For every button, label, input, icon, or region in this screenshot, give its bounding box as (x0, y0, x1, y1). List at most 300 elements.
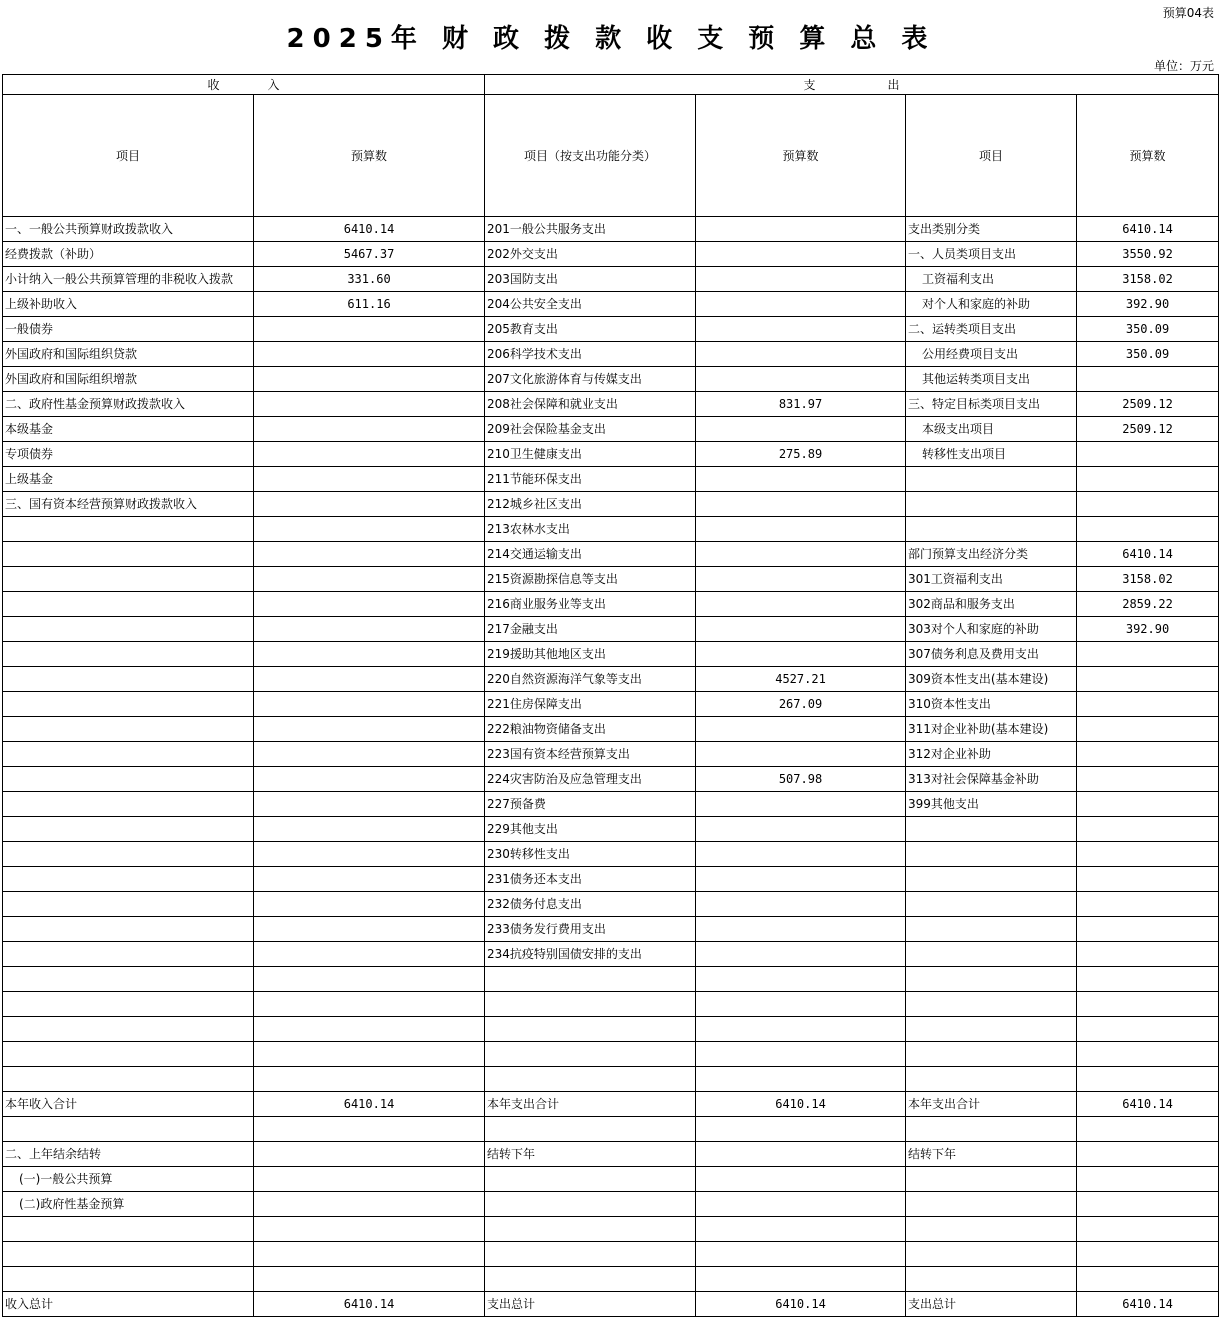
table-row (3, 442, 1219, 467)
income-budget-cell (254, 542, 485, 567)
category-item-cell (906, 517, 1077, 542)
function-item-cell (485, 1017, 696, 1042)
function-budget-cell (696, 917, 906, 942)
category-budget-cell: 6410.14 (1077, 542, 1219, 567)
income-budget-cell: 6410.14 (254, 1292, 485, 1317)
function-item-cell: 206科学技术支出 (485, 342, 696, 367)
table-row (3, 217, 1219, 242)
category-budget-cell: 6410.14 (1077, 217, 1219, 242)
table-row (3, 1242, 1219, 1267)
category-item-cell (906, 817, 1077, 842)
category-budget-cell: 392.90 (1077, 292, 1219, 317)
category-budget-cell (1077, 717, 1219, 742)
function-item-cell: 233债务发行费用支出 (485, 917, 696, 942)
category-item-cell: 302商品和服务支出 (906, 592, 1077, 617)
table-row (3, 1017, 1219, 1042)
income-budget-cell (254, 992, 485, 1017)
income-budget-cell (254, 1167, 485, 1192)
category-item-cell: 公用经费项目支出 (906, 342, 1077, 367)
table-row (3, 342, 1219, 367)
income-item-cell: 二、上年结余结转 (3, 1142, 254, 1167)
category-budget-cell: 392.90 (1077, 617, 1219, 642)
function-item-cell: 208社会保障和就业支出 (485, 392, 696, 417)
function-item-cell (485, 1267, 696, 1292)
category-item-cell (906, 992, 1077, 1017)
table-row (3, 1067, 1219, 1092)
table-row (3, 742, 1219, 767)
income-item-cell (3, 842, 254, 867)
header-income-budget: 预算数 (254, 95, 485, 217)
income-item-cell (3, 667, 254, 692)
function-budget-cell (696, 1067, 906, 1092)
unit-label: 单位：万元 (1153, 59, 1214, 73)
category-budget-cell (1077, 892, 1219, 917)
function-budget-cell (696, 842, 906, 867)
table-row (3, 767, 1219, 792)
function-item-cell: 221住房保障支出 (485, 692, 696, 717)
income-item-cell (3, 1117, 254, 1142)
table-row (3, 892, 1219, 917)
income-item-cell: 小计纳入一般公共预算管理的非税收入拨款 (3, 267, 254, 292)
income-band: 收 入 (3, 75, 485, 95)
income-budget-cell: 6410.14 (254, 1092, 485, 1117)
income-item-cell (3, 567, 254, 592)
category-budget-cell: 2509.12 (1077, 417, 1219, 442)
function-budget-cell (696, 417, 906, 442)
category-item-cell (906, 1067, 1077, 1092)
table-row (3, 842, 1219, 867)
category-item-cell: 二、运转类项目支出 (906, 317, 1077, 342)
category-budget-cell (1077, 1167, 1219, 1192)
function-item-cell: 231债务还本支出 (485, 867, 696, 892)
income-item-cell: (一)一般公共预算 (3, 1167, 254, 1192)
income-budget-cell (254, 767, 485, 792)
income-budget-cell (254, 692, 485, 717)
category-item-cell (906, 867, 1077, 892)
category-budget-cell: 350.09 (1077, 317, 1219, 342)
category-item-cell (906, 1042, 1077, 1067)
function-budget-cell (696, 1217, 906, 1242)
category-item-cell: 部门预算支出经济分类 (906, 542, 1077, 567)
function-item-cell (485, 1192, 696, 1217)
income-budget-cell (254, 467, 485, 492)
table-row (3, 1042, 1219, 1067)
function-budget-cell (696, 992, 906, 1017)
income-item-cell: 三、国有资本经营预算财政拨款收入 (3, 492, 254, 517)
category-budget-cell (1077, 492, 1219, 517)
income-budget-cell (254, 392, 485, 417)
income-budget-cell (254, 917, 485, 942)
function-budget-cell (696, 267, 906, 292)
function-item-cell: 202外交支出 (485, 242, 696, 267)
category-budget-cell (1077, 467, 1219, 492)
income-item-cell (3, 692, 254, 717)
function-budget-cell: 6410.14 (696, 1292, 906, 1317)
header-function-item: 项目（按支出功能分类） (485, 95, 696, 217)
category-item-cell (906, 1242, 1077, 1267)
income-item-cell (3, 642, 254, 667)
income-item-cell: 上级基金 (3, 467, 254, 492)
category-item-cell (906, 1217, 1077, 1242)
income-item-cell (3, 517, 254, 542)
category-budget-cell (1077, 1017, 1219, 1042)
function-budget-cell (696, 742, 906, 767)
category-item-cell (906, 942, 1077, 967)
table-row (3, 417, 1219, 442)
category-item-cell (906, 842, 1077, 867)
function-item-cell: 207文化旅游体育与传媒支出 (485, 367, 696, 392)
function-budget-cell (696, 792, 906, 817)
band-header-row (3, 75, 1219, 95)
income-budget-cell (254, 667, 485, 692)
function-budget-cell (696, 867, 906, 892)
table-row (3, 1267, 1219, 1292)
category-item-cell (906, 1167, 1077, 1192)
table-row (3, 517, 1219, 542)
table-row (3, 567, 1219, 592)
income-budget-cell (254, 1067, 485, 1092)
income-budget-cell (254, 592, 485, 617)
table-row (3, 392, 1219, 417)
table-row (3, 1292, 1219, 1317)
table-row (3, 1167, 1219, 1192)
table-row (3, 1192, 1219, 1217)
function-budget-cell (696, 592, 906, 617)
function-budget-cell: 831.97 (696, 392, 906, 417)
page-title: 2025年 财 政 拨 款 收 支 预 算 总 表 (286, 24, 936, 54)
table-row (3, 1117, 1219, 1142)
function-budget-cell (696, 617, 906, 642)
table-row (3, 942, 1219, 967)
category-budget-cell (1077, 767, 1219, 792)
function-budget-cell (696, 542, 906, 567)
income-item-cell: 本级基金 (3, 417, 254, 442)
table-row (3, 492, 1219, 517)
income-budget-cell (254, 1242, 485, 1267)
income-budget-cell (254, 1117, 485, 1142)
function-item-cell: 210卫生健康支出 (485, 442, 696, 467)
category-budget-cell (1077, 842, 1219, 867)
income-item-cell (3, 867, 254, 892)
income-budget-cell (254, 492, 485, 517)
table-row (3, 1217, 1219, 1242)
category-budget-cell (1077, 742, 1219, 767)
income-item-cell (3, 1017, 254, 1042)
category-budget-cell (1077, 1142, 1219, 1167)
function-budget-cell (696, 967, 906, 992)
income-budget-cell (254, 1217, 485, 1242)
income-item-cell (3, 592, 254, 617)
table-row (3, 717, 1219, 742)
function-item-cell (485, 1067, 696, 1092)
income-budget-cell (254, 1142, 485, 1167)
income-budget-cell (254, 517, 485, 542)
category-budget-cell (1077, 367, 1219, 392)
header-income-item: 项目 (3, 95, 254, 217)
income-item-cell (3, 817, 254, 842)
income-budget-cell (254, 1267, 485, 1292)
function-budget-cell (696, 1167, 906, 1192)
category-item-cell: 本级支出项目 (906, 417, 1077, 442)
category-item-cell: 301工资福利支出 (906, 567, 1077, 592)
function-item-cell: 220自然资源海洋气象等支出 (485, 667, 696, 692)
function-item-cell: 224灾害防治及应急管理支出 (485, 767, 696, 792)
function-item-cell: 230转移性支出 (485, 842, 696, 867)
category-item-cell: 其他运转类项目支出 (906, 367, 1077, 392)
income-item-cell (3, 917, 254, 942)
function-budget-cell (696, 292, 906, 317)
income-budget-cell (254, 1042, 485, 1067)
function-item-cell: 213农林水支出 (485, 517, 696, 542)
function-item-cell: 223国有资本经营预算支出 (485, 742, 696, 767)
category-item-cell: 本年支出合计 (906, 1092, 1077, 1117)
income-budget-cell: 331.60 (254, 267, 485, 292)
function-item-cell: 232债务付息支出 (485, 892, 696, 917)
income-item-cell (3, 1067, 254, 1092)
income-item-cell (3, 767, 254, 792)
function-item-cell: 215资源勘探信息等支出 (485, 567, 696, 592)
income-budget-cell (254, 367, 485, 392)
function-item-cell: 支出总计 (485, 1292, 696, 1317)
function-item-cell: 结转下年 (485, 1142, 696, 1167)
category-item-cell (906, 1017, 1077, 1042)
category-item-cell (906, 1117, 1077, 1142)
column-header-row (3, 95, 1219, 217)
category-item-cell: 303对个人和家庭的补助 (906, 617, 1077, 642)
function-item-cell: 217金融支出 (485, 617, 696, 642)
category-budget-cell (1077, 942, 1219, 967)
function-item-cell (485, 967, 696, 992)
function-item-cell: 203国防支出 (485, 267, 696, 292)
function-item-cell (485, 1167, 696, 1192)
category-item-cell: 结转下年 (906, 1142, 1077, 1167)
function-budget-cell (696, 1267, 906, 1292)
function-budget-cell (696, 1142, 906, 1167)
function-item-cell: 201一般公共服务支出 (485, 217, 696, 242)
category-budget-cell: 3158.02 (1077, 567, 1219, 592)
income-item-cell: 上级补助收入 (3, 292, 254, 317)
category-budget-cell: 3550.92 (1077, 242, 1219, 267)
table-row (3, 367, 1219, 392)
income-item-cell (3, 792, 254, 817)
income-item-cell: 专项债券 (3, 442, 254, 467)
function-budget-cell (696, 1242, 906, 1267)
table-row (3, 992, 1219, 1017)
function-budget-cell (696, 467, 906, 492)
category-item-cell: 310资本性支出 (906, 692, 1077, 717)
category-budget-cell: 3158.02 (1077, 267, 1219, 292)
category-budget-cell (1077, 817, 1219, 842)
function-item-cell: 本年支出合计 (485, 1092, 696, 1117)
function-item-cell: 234抗疫特别国债安排的支出 (485, 942, 696, 967)
category-budget-cell (1077, 1242, 1219, 1267)
table-row (3, 542, 1219, 567)
income-item-cell: 外国政府和国际组织贷款 (3, 342, 254, 367)
function-item-cell: 209社会保险基金支出 (485, 417, 696, 442)
category-item-cell (906, 1192, 1077, 1217)
income-item-cell (3, 1242, 254, 1267)
income-item-cell (3, 942, 254, 967)
function-budget-cell (696, 1017, 906, 1042)
function-budget-cell: 267.09 (696, 692, 906, 717)
table-row (3, 867, 1219, 892)
income-budget-cell: 611.16 (254, 292, 485, 317)
income-item-cell: 收入总计 (3, 1292, 254, 1317)
income-budget-cell (254, 792, 485, 817)
income-item-cell (3, 542, 254, 567)
table-row (3, 642, 1219, 667)
income-budget-cell (254, 842, 485, 867)
function-budget-cell (696, 892, 906, 917)
income-budget-cell (254, 1017, 485, 1042)
function-budget-cell (696, 217, 906, 242)
table-row (3, 1092, 1219, 1117)
category-item-cell: 312对企业补助 (906, 742, 1077, 767)
category-item-cell: 支出类别分类 (906, 217, 1077, 242)
category-budget-cell (1077, 642, 1219, 667)
table-row (3, 1142, 1219, 1167)
income-budget-cell (254, 942, 485, 967)
category-budget-cell (1077, 517, 1219, 542)
category-budget-cell (1077, 1192, 1219, 1217)
function-budget-cell: 275.89 (696, 442, 906, 467)
function-budget-cell: 6410.14 (696, 1092, 906, 1117)
income-budget-cell (254, 642, 485, 667)
function-budget-cell (696, 1117, 906, 1142)
table-row (3, 467, 1219, 492)
category-budget-cell (1077, 992, 1219, 1017)
income-item-cell (3, 1217, 254, 1242)
function-item-cell: 219援助其他地区支出 (485, 642, 696, 667)
table-row (3, 617, 1219, 642)
income-item-cell: 一、一般公共预算财政拨款收入 (3, 217, 254, 242)
table-row (3, 292, 1219, 317)
income-item-cell (3, 967, 254, 992)
function-budget-cell (696, 642, 906, 667)
category-item-cell: 工资福利支出 (906, 267, 1077, 292)
table-row (3, 242, 1219, 267)
category-budget-cell: 2509.12 (1077, 392, 1219, 417)
category-item-cell: 307债务利息及费用支出 (906, 642, 1077, 667)
function-budget-cell (696, 517, 906, 542)
category-item-cell: 311对企业补助(基本建设) (906, 717, 1077, 742)
category-budget-cell: 6410.14 (1077, 1292, 1219, 1317)
function-item-cell: 229其他支出 (485, 817, 696, 842)
income-item-cell (3, 892, 254, 917)
table-body (3, 217, 1219, 1317)
category-budget-cell (1077, 1267, 1219, 1292)
function-item-cell: 216商业服务业等支出 (485, 592, 696, 617)
income-item-cell: 一般债券 (3, 317, 254, 342)
category-budget-cell (1077, 867, 1219, 892)
category-item-cell: 399其他支出 (906, 792, 1077, 817)
function-item-cell: 212城乡社区支出 (485, 492, 696, 517)
category-item-cell (906, 467, 1077, 492)
income-budget-cell (254, 567, 485, 592)
category-item-cell: 支出总计 (906, 1292, 1077, 1317)
income-item-cell (3, 1042, 254, 1067)
table-row (3, 967, 1219, 992)
income-budget-cell: 6410.14 (254, 217, 485, 242)
income-budget-cell (254, 317, 485, 342)
function-item-cell: 227预备费 (485, 792, 696, 817)
function-budget-cell: 507.98 (696, 767, 906, 792)
income-budget-cell (254, 817, 485, 842)
function-budget-cell (696, 342, 906, 367)
form-number: 预算04表 (1162, 6, 1214, 20)
table-row (3, 317, 1219, 342)
income-budget-cell (254, 742, 485, 767)
function-item-cell (485, 1242, 696, 1267)
header-category-item: 项目 (906, 95, 1077, 217)
income-item-cell (3, 617, 254, 642)
category-budget-cell: 6410.14 (1077, 1092, 1219, 1117)
income-item-cell (3, 1267, 254, 1292)
function-budget-cell (696, 367, 906, 392)
budget-table (2, 74, 1219, 1317)
income-item-cell: 经费拨款（补助） (3, 242, 254, 267)
category-item-cell: 一、人员类项目支出 (906, 242, 1077, 267)
function-item-cell: 214交通运输支出 (485, 542, 696, 567)
income-budget-cell (254, 342, 485, 367)
header-category-budget: 预算数 (1077, 95, 1219, 217)
category-budget-cell (1077, 1217, 1219, 1242)
category-budget-cell (1077, 1117, 1219, 1142)
expense-band: 支 出 (485, 75, 1219, 95)
function-item-cell: 211节能环保支出 (485, 467, 696, 492)
category-budget-cell (1077, 1042, 1219, 1067)
category-item-cell (906, 1267, 1077, 1292)
income-item-cell (3, 742, 254, 767)
income-budget-cell (254, 892, 485, 917)
category-item-cell (906, 967, 1077, 992)
income-budget-cell (254, 967, 485, 992)
function-budget-cell (696, 1192, 906, 1217)
income-budget-cell (254, 717, 485, 742)
table-row (3, 917, 1219, 942)
income-item-cell (3, 717, 254, 742)
function-budget-cell (696, 817, 906, 842)
category-item-cell: 313对社会保障基金补助 (906, 767, 1077, 792)
category-budget-cell (1077, 967, 1219, 992)
category-item-cell: 对个人和家庭的补助 (906, 292, 1077, 317)
category-item-cell (906, 892, 1077, 917)
income-budget-cell (254, 442, 485, 467)
income-item-cell: 本年收入合计 (3, 1092, 254, 1117)
function-item-cell: 222粮油物资储备支出 (485, 717, 696, 742)
category-budget-cell (1077, 1067, 1219, 1092)
category-item-cell: 三、特定目标类项目支出 (906, 392, 1077, 417)
category-item-cell: 转移性支出项目 (906, 442, 1077, 467)
table-row (3, 817, 1219, 842)
income-budget-cell (254, 1192, 485, 1217)
category-budget-cell (1077, 792, 1219, 817)
category-budget-cell (1077, 692, 1219, 717)
income-item-cell: 二、政府性基金预算财政拨款收入 (3, 392, 254, 417)
category-budget-cell: 350.09 (1077, 342, 1219, 367)
function-budget-cell (696, 242, 906, 267)
table-row (3, 792, 1219, 817)
header-function-budget: 预算数 (696, 95, 906, 217)
function-budget-cell: 4527.21 (696, 667, 906, 692)
category-budget-cell: 2859.22 (1077, 592, 1219, 617)
income-item-cell: 外国政府和国际组织增款 (3, 367, 254, 392)
income-budget-cell (254, 867, 485, 892)
function-item-cell (485, 1217, 696, 1242)
table-row (3, 692, 1219, 717)
category-item-cell (906, 492, 1077, 517)
function-budget-cell (696, 942, 906, 967)
